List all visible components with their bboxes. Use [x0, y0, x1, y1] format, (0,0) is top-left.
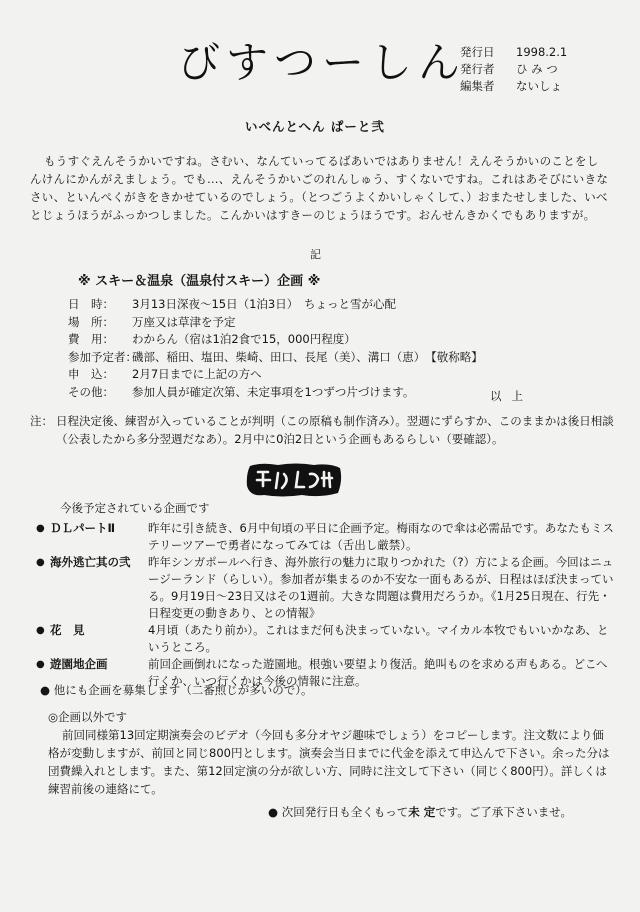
publisher-label: 発行者	[460, 62, 495, 76]
bullet-icon: ●	[36, 659, 45, 670]
plan-list	[36, 520, 626, 690]
plan-text: 4月頃（あたり前か）。これはまだ何も決まっていない。マイカル本牧でもいいかなあ、というところ。	[148, 623, 609, 654]
plan-item	[36, 622, 626, 656]
detail-value: 2月7日までに上記の方へ	[132, 367, 262, 381]
publication-info	[460, 44, 567, 95]
plan-label: 遊園地企画	[50, 657, 108, 671]
bullet-icon: ●	[36, 557, 45, 568]
plan-text: 前回企画倒れになった遊園地。根強い要望より復活。絶叫ものを求める声もある。どこへ行くか、いつ行くかは今後の情報に注意。	[148, 657, 608, 688]
detail-row	[68, 296, 483, 314]
plan-label: ＤＬパートⅡ	[50, 521, 116, 535]
ki-mark: 記	[310, 248, 321, 261]
plan-label: 花 見	[50, 623, 85, 637]
editor: ないしょ	[516, 79, 562, 93]
editor-label: 編集者	[460, 79, 495, 93]
plan-item	[36, 554, 626, 622]
note-head: 注：	[30, 414, 53, 428]
detail-value: 磯部、稲田、塩田、柴崎、田口、長尾（美）、溝口（恵） 【敬称略】	[132, 349, 483, 364]
detail-row	[68, 331, 483, 349]
detail-value: 参加人員が確定次第、未定事項を1つずつ片づけます。	[132, 384, 415, 399]
note-text: 日程決定後、練習が入っていることが判明（この原稿も制作済み）。翌週にずらすか、このままかは後日相談（公表したから多分翌週だなあ）。2月中に0泊2日という企画もあるらしい（要確認）。	[56, 414, 614, 446]
extra-text: 前回同様第13回定期演奏会のビデオ（今回も多分オヤジ趣味でしょう）をコピーします。注文数により価格が変動しますが、前回と同じ800円とします。演奏会当日までに代金を添えて申込んで下さい。余った分は団費繰入れとします。また、第12回定演の分が欲しい方、同時に注文して下さい（同じく800円）。詳しくは練習前後の連絡にて。	[48, 728, 610, 796]
issue-subtitle: いべんとへん ぱーと弐	[245, 119, 385, 134]
detail-label: 参加予定者：	[68, 349, 137, 364]
detail-label: 日 時：	[68, 297, 114, 311]
plan-text: 昨年に引き続き、6月中旬頃の平日に企画予定。梅雨なので傘は必需品です。あなたもミステリーツアーで勇者になってみては（舌出し厳禁）。	[148, 521, 614, 552]
plan-text: 昨年シンガポールへ行き、海外旅行の魅力に取りつかれた（?）方による企画。今回はニュージーランド（らしい）。参加者が集まるのか不安な一面もあるが、日程はほぼ決まっている。9月19日〜23日又はその1週前。大きな問題は費用だろうか。《1月25日現在、行先・日程変更の動きあり、との情報》	[148, 555, 614, 620]
detail-label: 場 所：	[68, 314, 114, 329]
extra-head: ◎企画以外です	[48, 710, 128, 724]
closing-mark: 以上	[490, 389, 533, 403]
detail-label: 費 用：	[68, 332, 114, 346]
other-plans	[40, 682, 312, 698]
detail-row	[68, 314, 483, 332]
event-details	[68, 296, 483, 401]
intro-paragraph: もうすぐえんそうかいですね。さむい、なんていってるばあいではありません！えんそうかいのことをしんけんにかんがえましょう。でも…、えんそうかいごのれんしゅう、すくないですね。これはあそびにいきなさい、といんぺくがきをきかせているのでしょう。（とつごうよくかいしゃくして、）おまたせしました、いべとじょうほうがふっかつしました。こんかいはすきーのじょうほうです。おんせんきかくでもありますが。	[30, 154, 609, 222]
event-title: ※ スキー＆温泉（温泉付スキー）企画 ※	[78, 274, 321, 289]
detail-value: 万座又は草津を予定	[132, 314, 236, 329]
plans-intro: 今後予定されている企画です	[60, 501, 210, 515]
detail-row	[68, 384, 483, 402]
bullet-icon: ●	[36, 625, 45, 636]
extra-block	[48, 708, 613, 798]
other-plans-text: 他にも企画を募集します（二番煎じが多いので）。	[53, 683, 313, 697]
publish-date: 1998.2.1	[516, 45, 568, 59]
banner-logo	[244, 460, 344, 500]
detail-row	[68, 349, 483, 367]
newsletter-title: びすつーしん	[178, 38, 467, 87]
detail-row	[68, 366, 483, 384]
footer-note	[268, 804, 572, 820]
plan-label: 海外逃亡其の弐	[50, 555, 131, 569]
footer-suffix: です。ご了承下さいませ。	[435, 805, 572, 819]
footer-emphasis: 未 定	[408, 805, 436, 819]
detail-label: その他：	[68, 384, 114, 399]
footer-prefix: ● 次回発行日も全くもって	[268, 805, 409, 819]
detail-label: 申 込：	[68, 367, 114, 381]
detail-value: わからん（宿は1泊2食で15，000円程度）	[132, 332, 356, 346]
publisher: ひ み つ	[516, 62, 558, 76]
bullet-icon: ●	[40, 683, 54, 697]
plan-item	[36, 520, 626, 554]
publish-date-label: 発行日	[460, 45, 495, 59]
bullet-icon: ●	[36, 523, 45, 534]
detail-value: 3月13日深夜〜15日（1泊3日） ちょっと雪が心配	[132, 297, 396, 311]
